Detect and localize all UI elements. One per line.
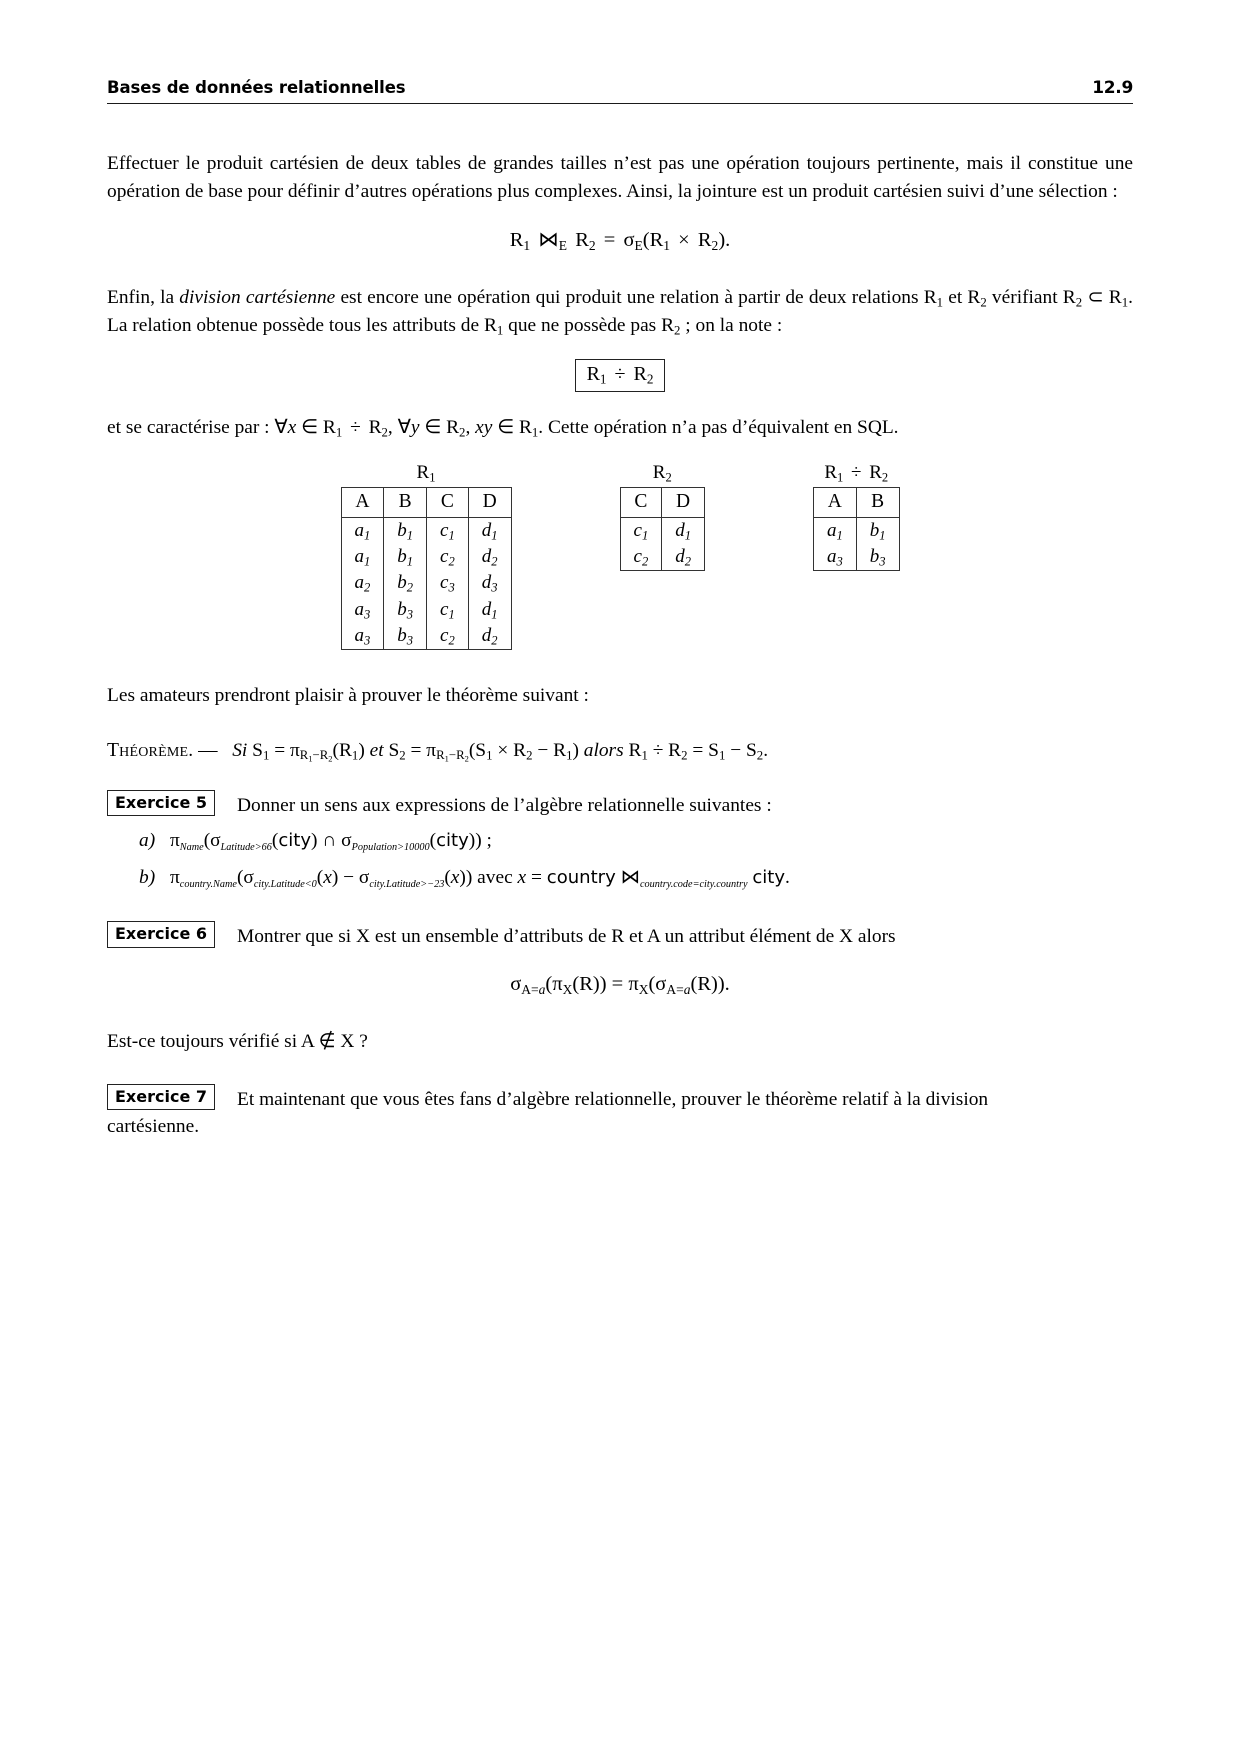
table-cell: $d_3$ — [468, 570, 511, 596]
theorem-name: Théorème — [107, 739, 189, 761]
exercise-5-text: Donner un sens aux expressions de l’algèbre relationnelle suivantes : — [237, 794, 772, 816]
item-expression: $\pi_{country.Name}(\sigma_{city.Latitude<0}(x) - \sigma_{city.Latitude>-23}(x))$ avec x = country $⋈_{country.code=city.country}$ city. — [170, 867, 790, 890]
table-row — [341, 544, 511, 570]
folio-number: 12.9 — [1092, 78, 1133, 98]
exercise-7-label: Exercice 7 — [107, 1084, 215, 1111]
division-text-line2: vérifiant R — [986, 287, 1076, 309]
relation-table-r2-caption: $R_2$ — [652, 461, 672, 485]
table-cell: $d_2$ — [662, 544, 705, 571]
paragraph-est-ce: Est-ce toujours vérifié si A ∉ X ? — [107, 1030, 368, 1052]
exercise-6-text: Montrer que si X est un ensemble d’attributs de R et A un attribut élément de X alors — [237, 926, 896, 948]
characterisation-pre: et se caractérise par : ∀ — [107, 417, 288, 439]
table-cell: $d_1$ — [468, 597, 511, 623]
page-content — [107, 78, 1133, 1141]
table-cell: $d_1$ — [662, 517, 705, 544]
exercise-5-row — [107, 790, 1133, 820]
table-cell: $a_3$ — [341, 597, 384, 623]
paragraph-characterisation: et se caractérise par : ∀x ∈ $R_1 \div R_2$, ∀y ∈ $R_2$, xy ∈ $R_1$. Cette opération n’a pas d’équivalent en SQL. — [107, 417, 899, 440]
column-header: C — [620, 487, 662, 517]
paragraph-division: Enfin, la division cartésienne est encore une opération qui produit une relation à partir de deux relations $R_1$ et $R_2$ vérifiant $R_2$ ⊂ $R_1$. La relation obtenue possède tous les attributs de $R_1$ que ne possède pas $R_2$ ; on la note : — [107, 287, 1133, 338]
table-row — [620, 544, 704, 571]
relation-table-quotient — [813, 487, 900, 572]
formula-join: $R_1$ $⋈_E$ $R_2 = \sigma_E(R_1 \times R_2)$. — [509, 229, 731, 253]
table-cell: $b_3$ — [384, 597, 427, 623]
item-marker: a) — [139, 830, 156, 852]
table-header-row — [341, 487, 511, 517]
column-header: D — [468, 487, 511, 517]
relation-table-r2-block — [620, 462, 705, 572]
table-cell: $b_3$ — [856, 544, 899, 571]
column-header: A — [813, 487, 856, 517]
division-text-post: est encore une opération qui produit une relation à partir de deux relations R — [335, 287, 937, 309]
division-text-pre: Enfin, la — [107, 287, 180, 309]
relation-table-quotient-caption: $R_1 \div R_2$ — [824, 461, 889, 485]
table-cell: $b_3$ — [384, 623, 427, 650]
table-cell: $c_2$ — [620, 544, 662, 571]
column-header: B — [384, 487, 427, 517]
exercise-7-text: Et maintenant que vous êtes fans d’algèbre relationnelle, prouver le théorème relatif à la division — [237, 1088, 989, 1110]
running-head — [107, 78, 1133, 103]
table-cell: $a_1$ — [813, 517, 856, 544]
table-cell: $a_2$ — [341, 570, 384, 596]
table-cell: $b_1$ — [856, 517, 899, 544]
table-cell: $d_1$ — [468, 517, 511, 544]
column-header: A — [341, 487, 384, 517]
characterisation-post: . Cette opération n’a pas d’équivalent en SQL. — [538, 417, 899, 439]
exercise-7-continuation: cartésienne. — [107, 1116, 200, 1138]
table-cell: $c_1$ — [620, 517, 662, 544]
formula-boxed-division-wrapper — [107, 359, 1133, 392]
header-rule — [107, 103, 1133, 104]
table-row — [620, 517, 704, 544]
table-cell: $d_2$ — [468, 544, 511, 570]
table-cell: $b_1$ — [384, 517, 427, 544]
table-cell: $a_1$ — [341, 544, 384, 570]
table-row — [341, 517, 511, 544]
table-row — [341, 570, 511, 596]
relation-table-r1 — [341, 487, 512, 651]
table-row — [813, 517, 899, 544]
paragraph-amateurs: Les amateurs prendront plaisir à prouver le théorème suivant : — [107, 685, 589, 707]
relation-table-r2 — [620, 487, 705, 572]
table-row — [813, 544, 899, 571]
relation-table-r1-block — [341, 462, 512, 651]
theorem-dash: — — [198, 739, 218, 761]
division-text-line2c: que ne possède pas R — [503, 314, 675, 336]
theorem-statement: Si $S_1 = \pi_{R_1-R_2}(R_1)$ et $S_2 = \pi_{R_1-R_2}(S_1 \times R_2 - R_1)$ alors $R_1 \div R_2 = S_1 - S_2$. — [232, 739, 769, 764]
relation-tables — [107, 462, 1133, 651]
table-header-row — [620, 487, 704, 517]
relation-table-quotient-block — [813, 462, 900, 572]
item-expression: $\pi_{Name}(\sigma_{Latitude>66}(city)$ ∩ $\sigma_{Population>10000}(city)$) ; — [170, 830, 492, 853]
table-cell: $a_1$ — [341, 517, 384, 544]
table-row — [341, 597, 511, 623]
table-cell: $a_3$ — [341, 623, 384, 650]
table-cell: $c_1$ — [427, 597, 469, 623]
column-header: B — [856, 487, 899, 517]
exercise-6-label: Exercice 6 — [107, 921, 215, 948]
table-header-row — [813, 487, 899, 517]
relation-table-r1-caption: $R_1$ — [416, 461, 436, 485]
division-text-line2b: . La relation obtenue possède tous les attributs de R — [107, 287, 1133, 336]
column-header: C — [427, 487, 469, 517]
table-cell: $b_2$ — [384, 570, 427, 596]
table-cell: $c_2$ — [427, 544, 469, 570]
item-marker: b) — [139, 867, 156, 889]
exercise-5-label: Exercice 5 — [107, 790, 215, 817]
paragraph-intro: Effectuer le produit cartésien de deux tables de grandes tailles n’est pas une opération toujours pertinente, mais il constitue une opération de base pour définir d’autres opérations plus complexes. Ainsi, la jointure est un produit cartésien suivi d’une sélection : — [107, 153, 1133, 202]
formula-boxed-division: $R_1 \div R_2$ — [575, 359, 666, 392]
formula-projection-identity: $\sigma_{A=a}(\pi_X(R)) = \pi_X(\sigma_{A=a}(R))$. — [510, 972, 730, 997]
table-cell: $a_3$ — [813, 544, 856, 571]
division-emphasis: division cartésienne — [179, 287, 336, 309]
table-cell: $c_3$ — [427, 570, 469, 596]
table-cell: $b_1$ — [384, 544, 427, 570]
table-cell: $d_2$ — [468, 623, 511, 650]
table-row — [341, 623, 511, 650]
page-title: Bases de données relationnelles — [107, 78, 406, 97]
exercise-5-item-a — [139, 825, 1133, 856]
theorem-block — [107, 740, 1133, 762]
table-cell: $c_2$ — [427, 623, 469, 650]
table-cell: $c_1$ — [427, 517, 469, 544]
theorem-period: . — [188, 739, 194, 761]
exercise-5-item-b — [139, 862, 1133, 893]
exercise-7-row — [107, 1084, 1133, 1114]
division-text-line2d: ; on la note : — [680, 314, 783, 336]
column-header: D — [662, 487, 705, 517]
exercise-6-row — [107, 921, 1133, 951]
